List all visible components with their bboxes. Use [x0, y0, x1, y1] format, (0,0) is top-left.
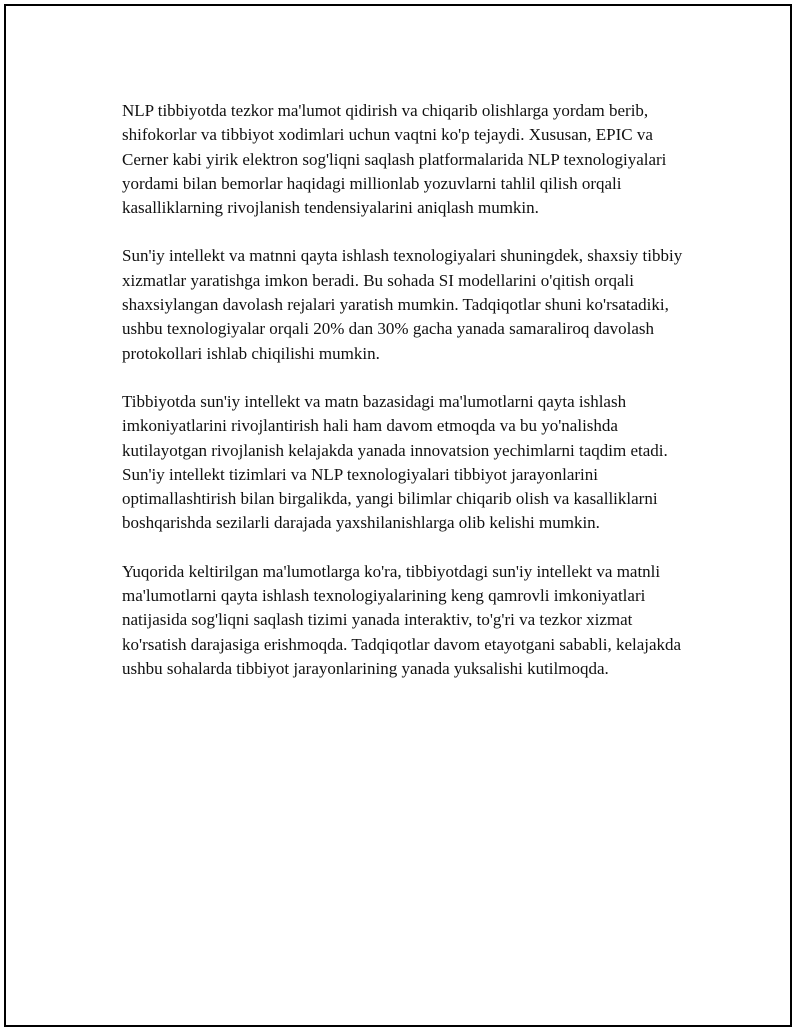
document-page — [4, 4, 792, 1027]
paragraph-1: NLP tibbiyotda tezkor ma'lumot qidirish va chiqarib olishlarga yordam berib, shifokorlar va tibbiyot xodimlari uchun vaqtni ko'p tejaydi. Xususan, EPIC va Cerner kabi yirik elektron sog'liqni saqlash platformalarida NLP texnologiyalari yordami bilan bemorlar haqidagi millionlab yozuvlarni tahlil qilish orqali kasalliklarning rivojlanish tendensiyalarini aniqlash mumkin. — [122, 101, 667, 218]
paragraph-4: Yuqorida keltirilgan ma'lumotlarga ko'ra, tibbiyotdagi sun'iy intellekt va matnli ma'lumotlarni qayta ishlash texnologiyalarining keng qamrovli imkoniyatlari natijasida sog'liqni saqlash tizimi yanada interaktiv, to'g'ri va tezkor xizmat ko'rsatish darajasiga erishmoqda. Tadqiqotlar davom etayotgani sababli, kelajakda ushbu sohalarda tibbiyot jarayonlarining yanada yuksalishi kutilmoqda. — [122, 561, 682, 678]
paragraph-3: Tibbiyotda sun'iy intellekt va matn bazasidagi ma'lumotlarni qayta ishlash imkoniyatlarini rivojlantirish hali ham davom etmoqda va bu yo'nalishda kutilayotgan rivojlanish kelajakda yanada innovatsion yechimlarni taqdim etadi. Sun'iy intellekt tizimlari va NLP texnologiyalari tibbiyot jarayonlarini optimallashtirish bilan birgalikda, yangi bilimlar chiqarib olish va kasalliklarni boshqarishda sezilarli darajada yaxshilanishlarga olib kelishi mumkin. — [122, 391, 668, 533]
paragraph-2: Sun'iy intellekt va matnni qayta ishlash texnologiyalari shuningdek, shaxsiy tibbiy xizmatlar yaratishga imkon beradi. Bu sohada SI modellarini o'qitish orqali shaxsiylangan davolash rejalari yaratish mumkin. Tadqiqotlar shuni ko'rsatadiki, ushbu texnologiyalar orqali 20% dan 30% gacha yanada samaraliroq davolash protokollari ishlab chiqilishi mumkin. — [122, 246, 683, 363]
document-body — [122, 99, 692, 705]
